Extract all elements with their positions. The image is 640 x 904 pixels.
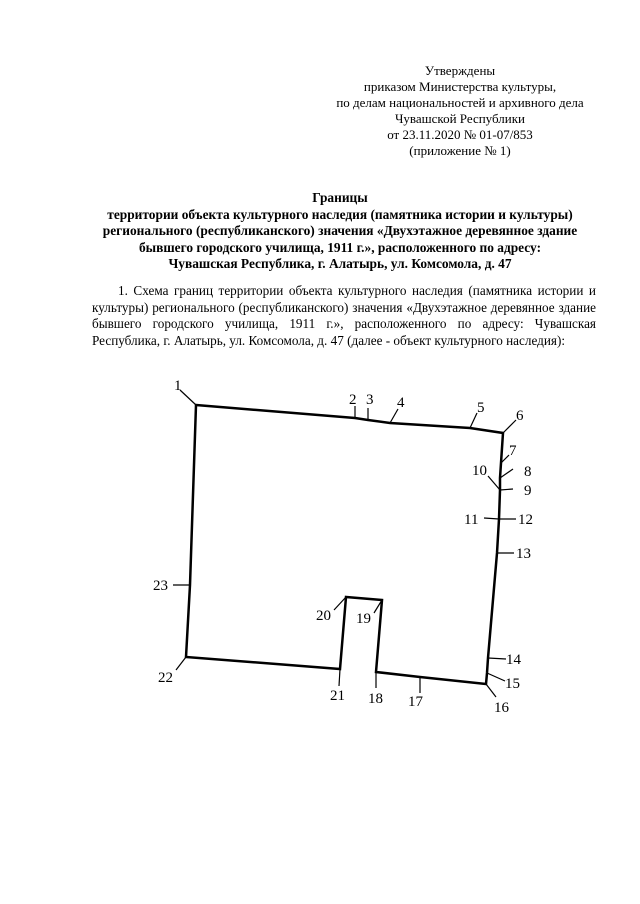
title-line: регионального (республиканского) значения «Двухэтажное деревянное здание <box>102 223 578 238</box>
point-label-1: 1 <box>174 378 182 394</box>
point-label-14: 14 <box>506 652 521 668</box>
point-label-21: 21 <box>330 688 345 704</box>
title-line: бывшего городского училища, 1911 г.», расположенного по адресу: <box>138 239 542 255</box>
approval-line: Чувашской Республики <box>394 111 526 126</box>
title-line: территории объекта культурного наследия (памятника истории и культуры) <box>107 206 573 222</box>
title-line: Чувашская Республика, г. Алатырь, ул. Комсомола, д. 47 <box>168 256 512 271</box>
point-label-9: 9 <box>524 483 532 499</box>
approval-line: от 23.11.2020 № 01-07/853 <box>387 127 533 142</box>
approval-line: по делам национальностей и архивного дела <box>336 95 584 110</box>
point-label-2: 2 <box>349 392 357 408</box>
point-label-4: 4 <box>397 395 405 411</box>
point-label-5: 5 <box>477 400 485 416</box>
point-label-16: 16 <box>494 700 509 716</box>
approval-line: приказом Министерства культуры, <box>363 79 557 94</box>
point-label-11: 11 <box>464 512 479 528</box>
point-label-13: 13 <box>516 546 531 562</box>
point-label-15: 15 <box>505 676 520 692</box>
title-line: Границы <box>312 190 368 205</box>
label-leaders <box>173 390 516 697</box>
point-label-17: 17 <box>408 694 423 710</box>
point-label-8: 8 <box>524 464 532 480</box>
point-label-23: 23 <box>153 578 168 594</box>
point-label-7: 7 <box>509 443 517 459</box>
point-label-20: 20 <box>316 608 331 624</box>
approval-line: (приложение № 1) <box>409 143 511 158</box>
boundary-polygon <box>186 405 503 684</box>
paragraph-text: 1. Схема границ территории объекта культурного наследия (памятника истории и культуры) регионального (республиканского) значения «Двухэтажное деревянное здание бывшего городского училища, 1911 г.», расположенного по адресу: Чувашская Республика, г. Алатырь, ул. Комсомола, д. 47 (далее - объект культурного наследия): <box>92 283 596 348</box>
point-label-3: 3 <box>366 392 374 408</box>
point-label-22: 22 <box>158 670 173 686</box>
point-label-12: 12 <box>518 512 533 528</box>
point-label-19: 19 <box>356 611 371 627</box>
point-label-10: 10 <box>472 463 487 479</box>
approval-line: Утверждены <box>424 63 496 78</box>
point-label-18: 18 <box>368 691 383 707</box>
point-label-6: 6 <box>516 408 524 424</box>
